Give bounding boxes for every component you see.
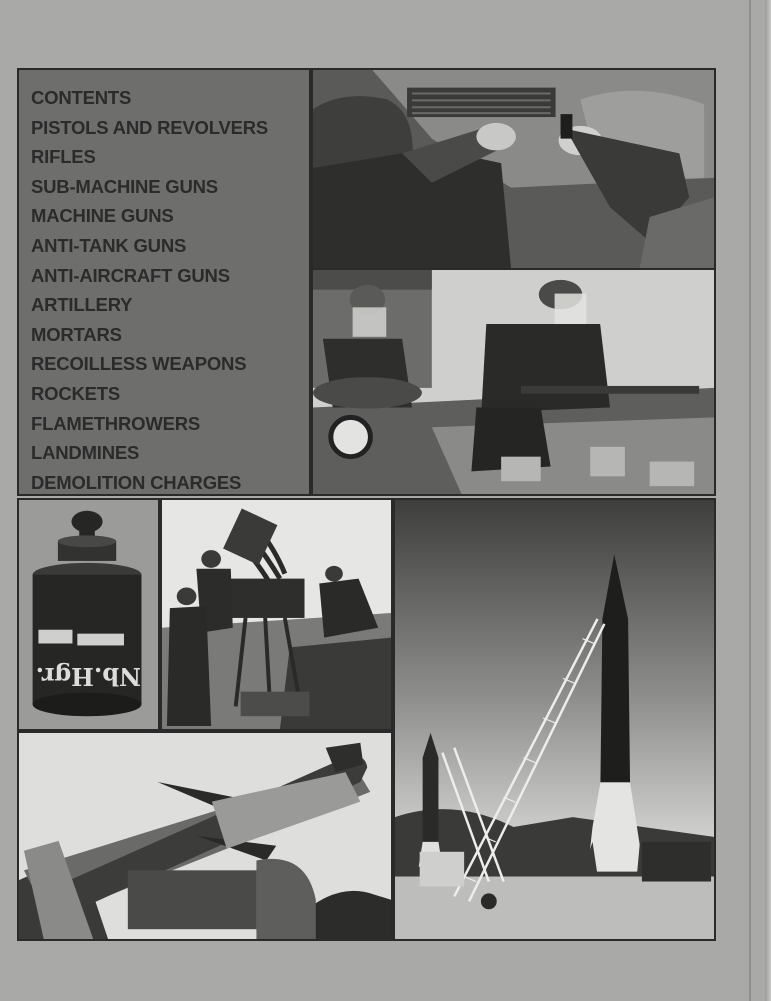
- book-spine-edge: [749, 0, 751, 1001]
- contents-item-anti-tank-guns: ANTI-TANK GUNS: [31, 234, 187, 256]
- contents-item-mortars: MORTARS: [31, 323, 122, 345]
- contents-item-flamethrowers: FLAMETHROWERS: [31, 412, 201, 434]
- photo-soldier-placing-charge-on-tank: [311, 68, 716, 270]
- photo-soldiers-in-visors-with-torpedo: [311, 268, 716, 496]
- contents-item-demolition-charges: DEMOLITION CHARGES: [31, 471, 242, 493]
- contents-item-rifles: RIFLES: [31, 146, 96, 168]
- contents-item-machine-guns: MACHINE GUNS: [31, 205, 174, 227]
- contents-item-sub-machine-guns: SUB-MACHINE GUNS: [31, 175, 218, 197]
- photo-v2-rockets-on-launch-site: [393, 498, 716, 941]
- page-edge: [765, 0, 771, 1001]
- contents-item-recoilless-weapons: RECOILLESS WEAPONS: [31, 353, 247, 375]
- contents-item-landmines: LANDMINES: [31, 442, 140, 464]
- contents-heading: CONTENTS: [31, 87, 132, 108]
- photo-rocket-launcher-crew: [160, 498, 393, 731]
- contents-item-artillery: ARTILLERY: [31, 294, 133, 316]
- contents-panel: [17, 68, 311, 496]
- photo-hollow-charge-grenade: [17, 498, 160, 731]
- grenade-label: Nb.Hgr.: [35, 662, 141, 691]
- photo-v1-flying-bomb-on-launcher: [17, 731, 393, 941]
- contents-item-anti-aircraft-guns: ANTI-AIRCRAFT GUNS: [31, 264, 230, 286]
- contents-item-rockets: ROCKETS: [31, 382, 121, 404]
- contents-item-pistols-and-revolvers: PISTOLS AND REVOLVERS: [31, 116, 269, 138]
